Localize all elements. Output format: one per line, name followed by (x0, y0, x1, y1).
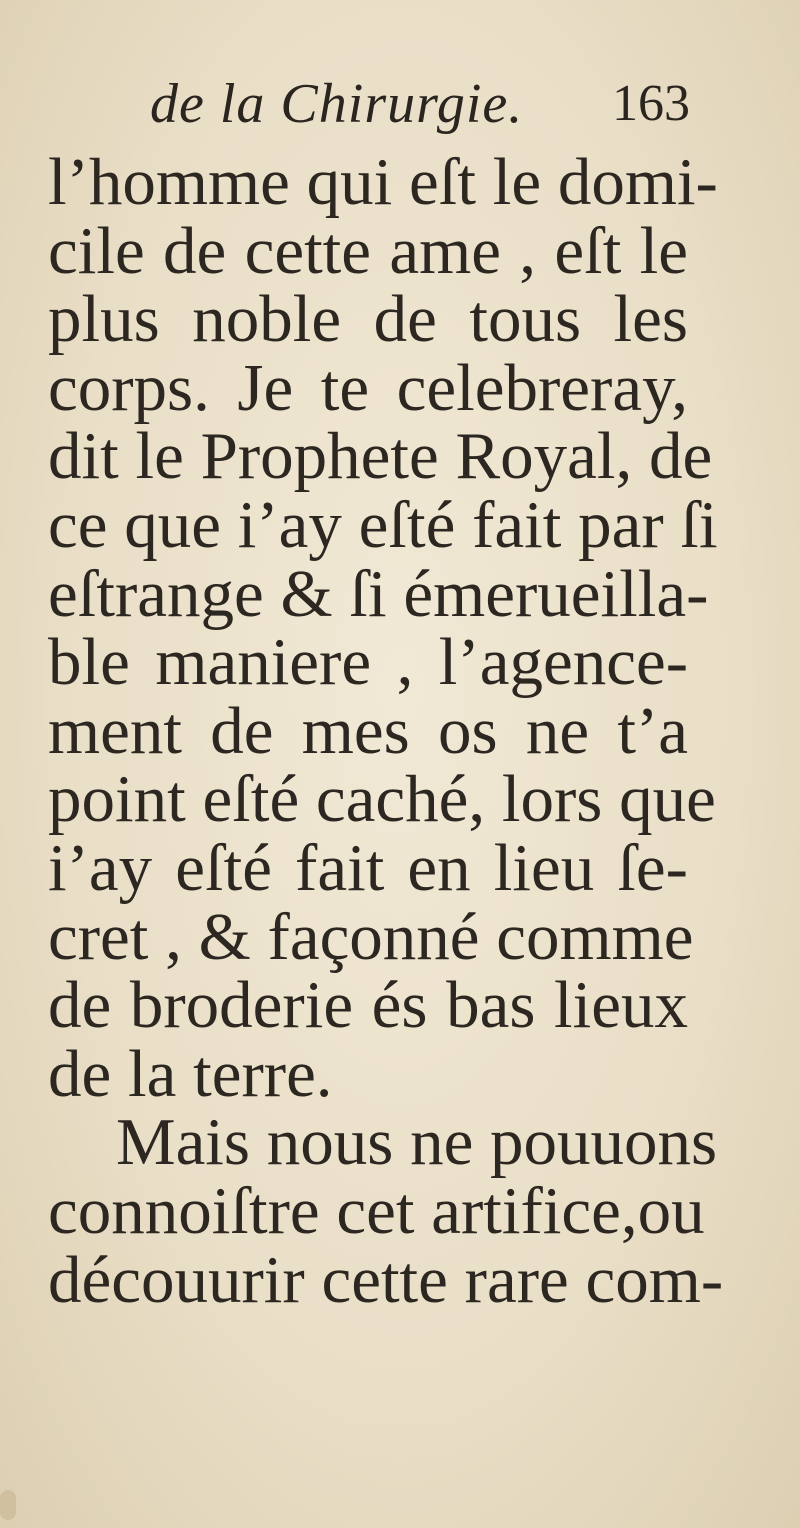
text-line: ce que i’ay eſté fait par ſi (48, 487, 718, 562)
paragraph-start-line: Mais nous ne pouuons (116, 1105, 718, 1180)
text-line: plus noble de tous les (48, 282, 688, 357)
text-line: ble maniere , l’agence- (48, 625, 688, 700)
text-line: découurir cette rare com- (48, 1242, 724, 1317)
page-header (150, 72, 690, 152)
text-line: dit le Prophete Royal, de (48, 419, 713, 494)
text-line: point eſté caché, lors que (48, 762, 716, 837)
text-line: ment de mes os ne t’a (48, 693, 688, 768)
text-line: corps. Je te celebreray, (48, 350, 688, 425)
text-line: l’homme qui eſt le domi- (48, 145, 718, 219)
text-line: cret , & façonné comme (48, 899, 694, 974)
text-line: i’ay eſté fait en lieu ſe- (48, 830, 688, 905)
paper-stain (0, 1490, 16, 1520)
text-line: connoiſtre cet artifice,ou (48, 1173, 705, 1248)
page-number: 163 (612, 75, 690, 132)
text-line: de broderie és bas lieux (48, 968, 688, 1043)
text-line: cile de cette ame , eſt le (48, 213, 688, 288)
text-line: de la terre. (48, 1036, 333, 1111)
running-head: de la Chirurgie. (150, 73, 524, 135)
body-text (48, 145, 724, 1317)
text-line: eſtrange & ſi émerueilla- (48, 556, 709, 631)
